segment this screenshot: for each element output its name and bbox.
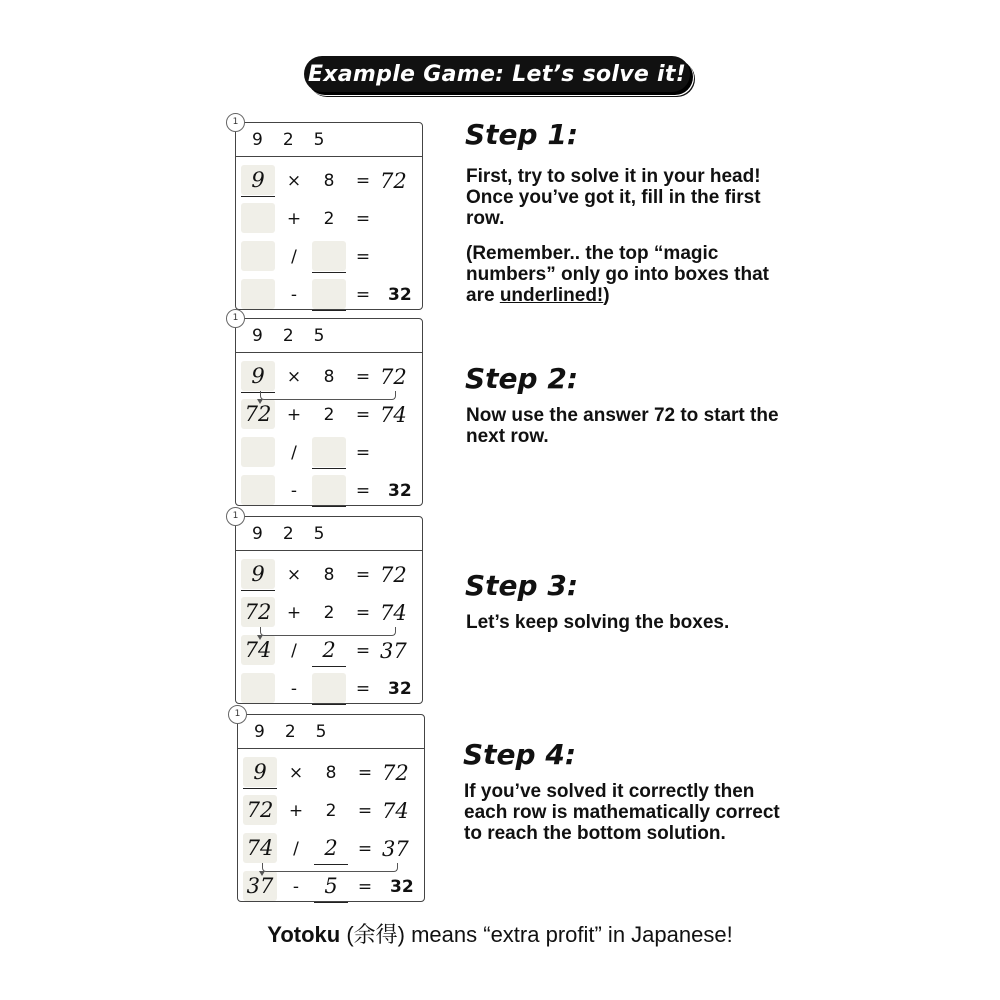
answer-box[interactable]: 9 [243,757,277,787]
step-4-title: Step 4: [463,738,577,771]
step-1-body: First, try to solve it in your head! Once you’ve got it, fill in the first row. [466,166,761,229]
answer-box[interactable] [241,437,275,467]
equals-sign: = [355,171,371,191]
step-3-title: Step 3: [465,569,579,602]
magic-number-box[interactable]: 5 [314,871,348,901]
answer-box[interactable] [241,241,275,271]
operand: 2 [323,209,335,229]
magic-number-box[interactable] [312,475,346,505]
magic-number: 5 [313,523,325,544]
equation-row [236,635,422,667]
magic-number: 9 [254,721,265,742]
operator: - [290,679,298,699]
equation-row [236,399,422,431]
answer-box[interactable]: 74 [243,833,277,863]
target-solution: 32 [390,877,414,897]
operator: / [291,641,297,661]
step-1-title: Step 1: [465,118,579,151]
carry-over-arrow [260,391,396,400]
operator: / [291,247,297,267]
equation-row [238,871,424,903]
equation-row [238,833,424,865]
target-solution: 32 [388,481,412,501]
equals-sign: = [357,877,373,897]
operator: × [286,171,302,191]
magic-number-box[interactable]: 2 [312,635,346,665]
equals-sign: = [357,801,373,821]
target-solution: 32 [388,285,412,305]
step-1-text [466,166,796,306]
carry-over-arrow [260,627,396,636]
magic-number-box[interactable] [312,241,346,271]
puzzle-number-badge: 1 [228,705,247,724]
example-game-banner: Example Game: Let’s solve it! [304,56,690,92]
equation-row [236,437,422,469]
operand: 8 [325,763,337,783]
answer-box[interactable]: 74 [241,635,275,665]
carry-over-arrow [262,863,398,872]
answer-box[interactable] [241,203,275,233]
answer-box[interactable] [241,673,275,703]
equals-sign: = [355,209,371,229]
puzzle-card-2 [232,313,423,506]
operand: 8 [323,565,335,585]
step-2-title: Step 2: [465,362,579,395]
magic-number-box[interactable] [312,279,346,309]
equals-sign: = [355,603,371,623]
equals-sign: = [355,443,371,463]
footer-tagline [0,918,1000,949]
equals-sign: = [355,565,371,585]
answer-box[interactable]: 9 [241,165,275,195]
equation-row [236,673,422,705]
equation-row [236,279,422,311]
equation-row [236,165,422,197]
row-result: 72 [380,365,407,389]
row-result: 74 [380,601,407,625]
row-result: 72 [382,761,409,785]
answer-box[interactable]: 72 [241,399,275,429]
answer-box[interactable]: 37 [243,871,277,901]
step-1-note-after: ) [603,285,610,306]
equals-sign: = [357,839,373,859]
magic-numbers [236,517,422,551]
magic-number: 9 [252,325,263,346]
magic-numbers [236,123,422,157]
answer-box[interactable]: 72 [243,795,277,825]
target-solution: 32 [388,679,412,699]
magic-number-box[interactable] [312,437,346,467]
step-2-text: Now use the answer 72 to start the next row. [466,405,779,447]
magic-number: 9 [252,523,263,544]
row-result [380,203,420,235]
row-result: 37 [382,837,409,861]
magic-number: 9 [252,129,263,150]
operand: 8 [323,367,335,387]
operator: - [292,877,300,897]
footer-rest: means “extra profit” in Japanese! [404,922,733,947]
footer-kanji: (余得) [346,922,405,947]
equation-row [236,361,422,393]
puzzle-card-4 [234,709,425,902]
operand: 8 [323,171,335,191]
operator: + [286,405,302,425]
footer-brand: Yotoku [267,922,341,947]
step-1-note-before: (Remember.. the top “magic numbers” only go into boxes that are [466,243,769,306]
operator: + [286,209,302,229]
operator: × [286,367,302,387]
puzzle-number-badge: 1 [226,309,245,328]
magic-number-box[interactable]: 2 [314,833,348,863]
equals-sign: = [355,247,371,267]
equals-sign: = [355,405,371,425]
row-result: 37 [380,639,407,663]
puzzle-number-badge: 1 [226,113,245,132]
magic-numbers [238,715,424,749]
answer-box[interactable]: 9 [241,559,275,589]
magic-numbers [236,319,422,353]
equation-row [238,795,424,827]
equation-row [236,241,422,273]
row-result: 74 [380,403,407,427]
equals-sign: = [355,285,371,305]
equals-sign: = [355,367,371,387]
magic-number-box[interactable] [312,673,346,703]
answer-box[interactable] [241,475,275,505]
magic-number: 5 [313,129,325,150]
equals-sign: = [355,481,371,501]
row-result: 74 [382,799,409,823]
operator: + [288,801,304,821]
magic-number: 2 [284,721,296,742]
equation-row [236,597,422,629]
puzzle-card-1 [232,117,423,310]
operator: / [291,443,297,463]
equation-row [236,475,422,507]
equation-row [238,757,424,789]
row-result [380,241,420,273]
equation-row [236,559,422,591]
step-3-text: Let’s keep solving the boxes. [466,612,730,633]
magic-number: 5 [315,721,327,742]
equals-sign: = [355,641,371,661]
operator: / [293,839,299,859]
puzzle-card-3 [232,511,423,704]
answer-box[interactable]: 9 [241,361,275,391]
operand: 2 [323,603,335,623]
operand: 2 [325,801,337,821]
row-result [380,437,420,469]
step-1-note [466,243,796,306]
step-4-text: If you’ve solved it correctly then each row is mathematically correct to reach the bottom solution. [464,781,780,844]
magic-number: 5 [313,325,325,346]
operand: 2 [323,405,335,425]
magic-number: 2 [282,129,294,150]
magic-number: 2 [282,523,294,544]
magic-number: 2 [282,325,294,346]
answer-box[interactable] [241,279,275,309]
row-result: 72 [380,563,407,587]
step-1-note-underlined: underlined! [499,285,604,306]
operator: + [286,603,302,623]
puzzle-number-badge: 1 [226,507,245,526]
operator: - [290,481,298,501]
operator: × [286,565,302,585]
equals-sign: = [355,679,371,699]
equation-row [236,203,422,235]
row-result: 72 [380,169,407,193]
answer-box[interactable]: 72 [241,597,275,627]
equals-sign: = [357,763,373,783]
operator: × [288,763,304,783]
operator: - [290,285,298,305]
